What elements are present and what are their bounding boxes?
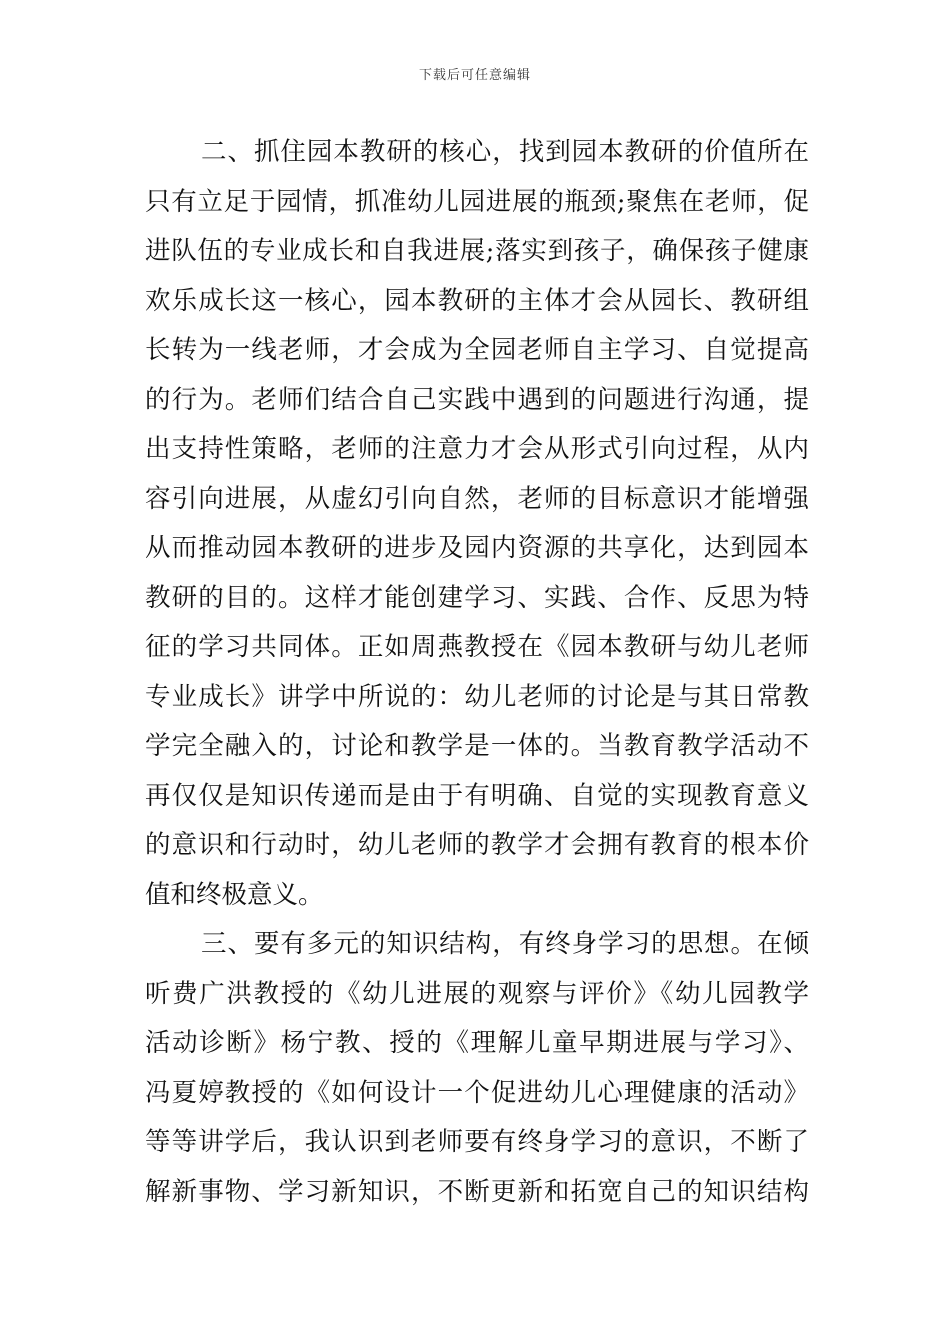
page-header: 下载后可任意编辑 bbox=[418, 68, 531, 83]
text-line: 冯夏婷教授的《如何设计一个促进幼儿心理健康的活动》 bbox=[145, 1077, 809, 1108]
text-line: 从而推动园本教研的进步及园内资源的共享化，达到园本 bbox=[145, 533, 809, 563]
document-body bbox=[145, 128, 809, 1217]
text-line: 二、抓住园本教研的核心，找到园本教研的价值所在 bbox=[201, 137, 809, 167]
text-line: 教研的目的。这样才能创建学习、实践、合作、反思为特 bbox=[145, 582, 809, 613]
text-line: 活动诊断》杨宁教、授的《理解儿童早期进展与学习》、 bbox=[145, 1028, 809, 1058]
text-line: 等等讲学后，我认识到老师要有终身学习的意识，不断了 bbox=[145, 1127, 809, 1157]
text-line: 的意识和行动时，幼儿老师的教学才会拥有教育的根本价 bbox=[145, 830, 809, 860]
text-line: 征的学习共同体。正如周燕教授在《园本教研与幼儿老师 bbox=[145, 632, 809, 662]
paragraph-3 bbox=[145, 920, 809, 1217]
text-line: 三、要有多元的知识结构，有终身学习的思想。在倾 bbox=[201, 929, 809, 959]
text-line: 长转为一线老师，才会成为全园老师自主学习、自觉提高 bbox=[145, 335, 809, 365]
text-line: 值和终极意义。 bbox=[145, 879, 324, 910]
text-line: 的行为。老师们结合自己实践中遇到的问题进行沟通，提 bbox=[145, 384, 809, 415]
text-line: 听费广洪教授的《幼儿进展的观察与评价》《幼儿园教学 bbox=[145, 978, 809, 1009]
text-line: 再仅仅是知识传递而是由于有明确、自觉的实现教育意义 bbox=[145, 780, 809, 811]
text-line: 只有立足于园情，抓准幼儿园进展的瓶颈;聚焦在老师，促 bbox=[145, 186, 809, 217]
paragraph-2 bbox=[145, 128, 809, 920]
text-line: 出支持性策略，老师的注意力才会从形式引向过程，从内 bbox=[145, 434, 809, 464]
text-line: 欢乐成长这一核心，园本教研的主体才会从园长、教研组 bbox=[145, 285, 809, 316]
text-line: 学完全融入的，讨论和教学是一体的。当教育教学活动不 bbox=[145, 731, 809, 761]
text-line: 容引向进展，从虚幻引向自然，老师的目标意识才能增强 bbox=[145, 483, 809, 514]
text-line: 解新事物、学习新知识，不断更新和拓宽自己的知识结构 bbox=[145, 1176, 809, 1207]
text-line: 专业成长》讲学中所说的：幼儿老师的讨论是与其日常教 bbox=[145, 681, 809, 712]
text-line: 进队伍的专业成长和自我进展;落实到孩子，确保孩子健康 bbox=[145, 236, 809, 266]
